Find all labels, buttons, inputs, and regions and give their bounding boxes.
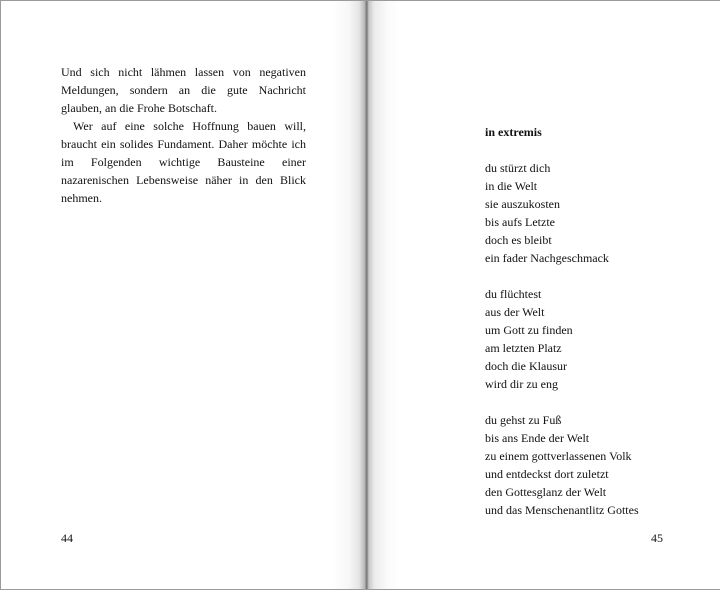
paragraph: Und sich nicht lähmen lassen von negativen Meldungen, sondern an die gute Nachricht glauben, an die Frohe Botschaft. (61, 65, 306, 115)
poem-line: wird dir zu eng (485, 377, 558, 391)
poem-line: sie auszukosten (485, 197, 560, 211)
poem-line: den Gottesglanz der Welt (485, 485, 607, 499)
page-number: 45 (651, 531, 663, 545)
poem-line: du stürzt dich (485, 161, 551, 175)
poem-line: du gehst zu Fuß (485, 413, 562, 427)
page-number: 44 (61, 531, 73, 545)
poem-line: und entdeckst dort zuletzt (485, 467, 609, 481)
poem-line: ein fader Nachgeschmack (485, 251, 609, 265)
poem-line: um Gott zu finden (485, 323, 573, 337)
poem-line: am letzten Platz (485, 341, 562, 355)
poem-title: in extremis (485, 125, 542, 139)
poem (485, 123, 705, 537)
poem-line: du flüchtest (485, 287, 542, 301)
stanza (485, 411, 705, 519)
poem-line: und das Menschenantlitz Gottes (485, 503, 639, 517)
poem-line: doch die Klausur (485, 359, 567, 373)
poem-line: zu einem gottverlassenen Volk (485, 449, 632, 463)
body-text (61, 63, 306, 207)
poem-line: in die Welt (485, 179, 538, 193)
poem-line: doch es bleibt (485, 233, 552, 247)
stanza (485, 285, 705, 393)
poem-line: aus der Welt (485, 305, 545, 319)
poem-line: bis ans Ende der Welt (485, 431, 590, 445)
paragraph: Wer auf eine solche Hoffnung bauen will, braucht ein solides Fundament. Daher möchte ich im Folgenden wichtige Bausteine einer nazarenischen Lebensweise näher in den Blick nehmen. (61, 119, 306, 205)
stanza (485, 159, 705, 267)
right-page (362, 1, 720, 589)
left-page (1, 1, 360, 589)
poem-line: bis aufs Letzte (485, 215, 555, 229)
